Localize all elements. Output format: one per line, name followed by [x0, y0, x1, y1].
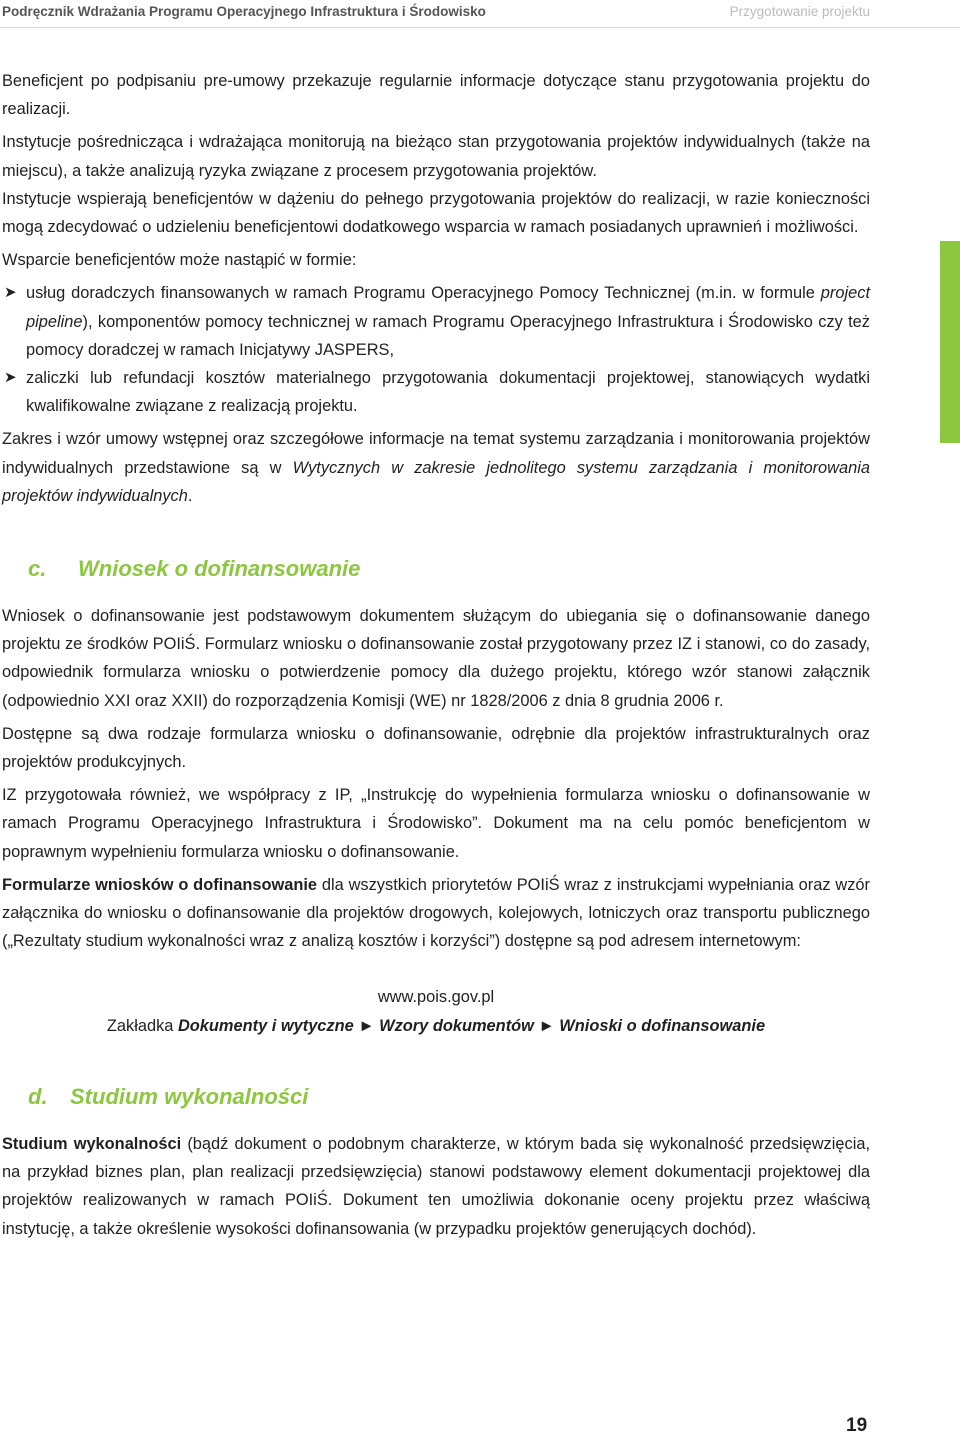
paragraph	[2, 425, 870, 510]
paragraph: Instytucje pośrednicząca i wdrażająca monitorują na bieżąco stan przygotowania projektów indywidualnych (także na miejscu), a także analizują ryzyka związane z procesem przygotowania projektów.	[2, 133, 870, 180]
section-heading-d	[28, 1082, 870, 1112]
list-item-italic: project pipeline	[26, 284, 870, 331]
header-divider	[0, 27, 960, 28]
nav-step: Wnioski o dofinansowanie	[559, 1016, 766, 1035]
list-item	[2, 279, 870, 364]
triangle-right-icon: ►	[358, 1016, 375, 1035]
navigation-path	[2, 1012, 870, 1040]
arrowhead-bullet-icon: ➤	[4, 284, 17, 302]
triangle-right-icon: ►	[538, 1016, 555, 1035]
paragraph-text: .	[187, 486, 193, 505]
section-letter: d.	[28, 1083, 48, 1109]
paragraph-text: (bądź dokument o podobnym charakterze, w którym bada się wykonalność przedsięwzięcia, na przykład biznes plan, plan realizacji przedsięwzięcia) stanowi podstawowy element dokumentacji projektowej dla projektów realizowanych w ramach POIiŚ. Dokument ten umożliwia dokonanie oceny projektu przez właściwą instytucję, a także określenie wysokości dofinansowania (w przypadku projektów generujących dochód).	[2, 1134, 871, 1238]
section-letter: c.	[28, 556, 47, 582]
bold-term: Studium wykonalności	[2, 1134, 182, 1153]
section-heading-c	[28, 554, 870, 584]
nav-step: Wzory dokumentów	[379, 1016, 534, 1035]
paragraph-text: Zakres i wzór umowy wstępnej oraz szczegółowe informacje na temat systemu zarządzania i monitorowania projektów indywidualnych przedstawione są w	[2, 430, 870, 477]
page-content	[2, 67, 870, 1248]
bold-term: Formularze wniosków o dofinansowanie	[2, 875, 318, 894]
paragraph: Beneficjent po podpisaniu pre-umowy przekazuje regularnie informacje dotyczące stanu przygotowania projektu do realizacji.	[2, 72, 870, 119]
paragraph: Dostępne są dwa rodzaje formularza wniosku o dofinansowanie, odrębnie dla projektów infrastrukturalnych oraz projektów produkcyjnych.	[2, 724, 870, 772]
guidelines-reference: Wytycznych w zakresie jednolitego systemu zarządzania i monitorowania projektów indywidualnych	[2, 458, 870, 505]
side-tab-marker	[940, 241, 960, 443]
nav-step: Dokumenty i wytyczne	[177, 1016, 354, 1035]
paragraph-text: dla wszystkich priorytetów POIiŚ wraz z instrukcjami wypełniania oraz wzór załącznika do wniosku o dofinansowanie dla projektów drogowych, kolejowych, lotniczych oraz transportu publicznego („Rezultaty studium wykonalności wraz z analizą kosztów i korzyści”) dostępne są pod adresem internetowym:	[2, 875, 870, 951]
page-number: 19	[846, 1415, 868, 1436]
paragraph: Wsparcie beneficjentów może nastąpić w formie:	[2, 251, 357, 270]
list-item-text: usług doradczych finansowanych w ramach Programu Operacyjnego Pomocy Technicznej (m.in. w formule	[26, 284, 821, 303]
nav-prefix: Zakładka	[106, 1016, 178, 1035]
page-header	[0, 0, 960, 26]
paragraph	[2, 1130, 870, 1243]
list-item-text: zaliczki lub refundacji kosztów materialnego przygotowania dokumentacji projektowej, stanowiących wydatki kwalifikowalne związane z realizacją projektu.	[26, 369, 870, 416]
arrowhead-bullet-icon: ➤	[4, 369, 17, 387]
header-title: Podręcznik Wdrażania Programu Operacyjnego Infrastruktura i Środowisko	[2, 4, 486, 19]
header-section: Przygotowanie projektu	[729, 4, 870, 19]
website-url[interactable]: www.pois.gov.pl	[377, 988, 495, 1007]
list-item	[2, 364, 870, 420]
section-title: Studium wykonalności	[70, 1083, 309, 1109]
support-forms-list	[2, 279, 870, 420]
paragraph: Wniosek o dofinansowanie jest podstawowym dokumentem służącym do ubiegania się o dofinansowanie danego projektu ze środków POIiŚ. Formularz wniosku o dofinansowanie został przygotowany przez IZ i stanowi, co do zasady, odpowiednik formularza wniosku o potwierdzenie pomocy dla dużego projektu, którego wzór stanowi załącznik (odpowiednio XXI oraz XXII) do rozporządzenia Komisji (WE) nr 1828/2006 z dnia 8 grudnia 2006 r.	[2, 607, 870, 710]
section-title: Wniosek o dofinansowanie	[78, 556, 361, 582]
list-item-text: ), komponentów pomocy technicznej w ramach Programu Operacyjnego Infrastruktura i Środowisko czy też pomocy doradczej w ramach Inicjatywy JASPERS,	[26, 312, 870, 359]
paragraph: Instytucje wspierają beneficjentów w dążeniu do pełnego przygotowania projektów do realizacji, w razie konieczności mogą zdecydować o udzieleniu beneficjentowi dodatkowego wsparcia w ramach posiadanych uprawnień i możliwości.	[2, 189, 870, 237]
paragraph	[2, 871, 870, 956]
paragraph: IZ przygotowała również, we współpracy z IP, „Instrukcję do wypełnienia formularza wniosku o dofinansowanie w ramach Programu Operacyjnego Infrastruktura i Środowisko”. Dokument ma na celu pomóc beneficjentom w poprawnym wypełnieniu formularza wniosku o dofinansowanie.	[2, 786, 870, 861]
